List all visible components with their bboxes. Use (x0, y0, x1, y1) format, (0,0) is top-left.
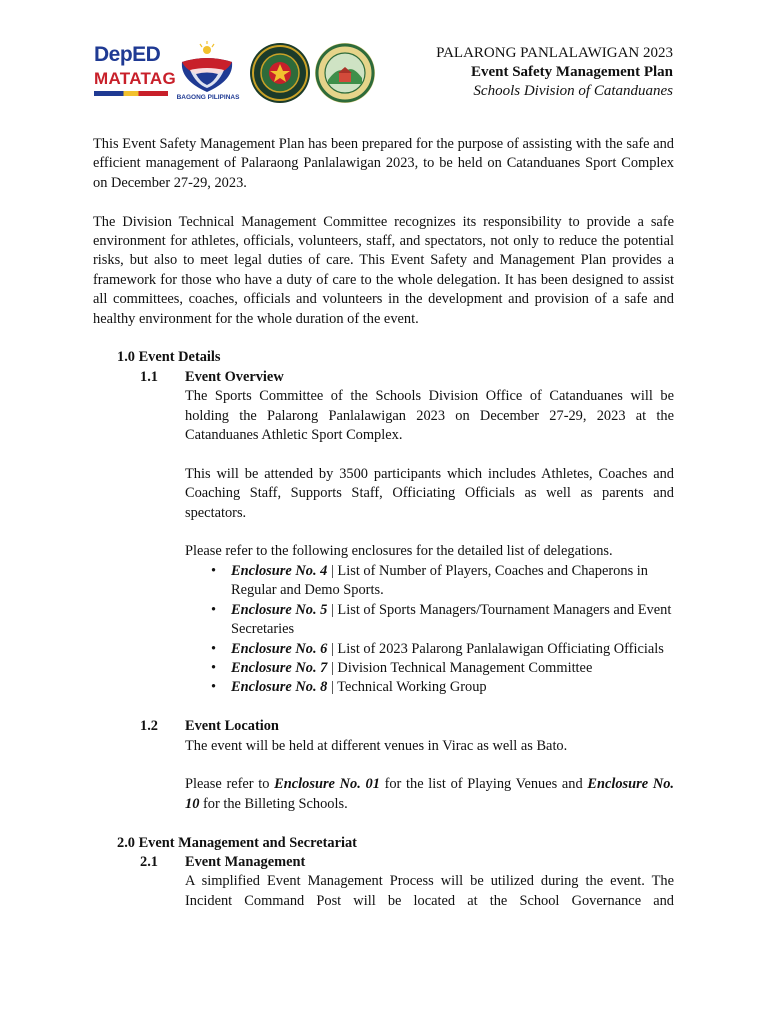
subsection-title: Event Location (185, 718, 279, 735)
section-2-heading: 2.0 Event Management and Secretariat (117, 834, 357, 851)
subsection-2-1-heading (140, 853, 674, 872)
bullet-icon: • (211, 679, 217, 696)
list-item: • Enclosure No. 4 | List of Number of Players, Coaches and Chaperons in Regular and Demo Sports. (211, 562, 648, 599)
bullet-icon: • (211, 659, 217, 676)
deped-matatag-logo (92, 43, 177, 103)
bullet-icon: • (211, 562, 217, 579)
document-header (436, 44, 673, 101)
subsection-number: 2.1 (140, 853, 158, 870)
list-item: • Enclosure No. 7 | Division Technical Management Committee (211, 659, 674, 678)
header-event-name: PALARONG PANLALAWIGAN 2023 (436, 45, 673, 61)
event-location-paragraph-1: The event will be held at different venues in Virac as well as Bato. (185, 737, 568, 754)
bullet-icon: • (211, 601, 217, 618)
division-seal-icon (249, 42, 311, 104)
bullet-icon: • (211, 640, 217, 657)
list-item: • Enclosure No. 8 | Technical Working Group (211, 678, 674, 697)
deped-color-bar (94, 91, 168, 96)
header-logos (92, 40, 422, 106)
bagong-pilipinas-logo-text: BAGONG PILIPINAS (176, 94, 240, 101)
list-item: • Enclosure No. 5 | List of Sports Managers/Tournament Managers and Event Secretaries (211, 601, 672, 638)
division-seal-logo (249, 42, 311, 104)
matatag-logo-text: MATATAG (94, 69, 177, 88)
subsection-title: Event Management (185, 853, 306, 870)
catanduanes-seal-icon (314, 42, 376, 104)
subsection-1-1-heading (140, 368, 674, 387)
bagong-pilipinas-emblem-icon (176, 40, 238, 94)
subsection-number: 1.1 (140, 368, 158, 385)
event-overview-paragraph-2: This will be attended by 3500 participants which includes Athletes, Coaches and Coaching Staff, Supports Staff, Officiating Officials as well as parents and spectators. (185, 465, 674, 521)
event-overview-paragraph-1: The Sports Committee of the Schools Division Office of Catanduanes will be holding the Palarong Panlalawigan 2023 on December 27-29, 2023 at the Catanduanes Athletic Sport Complex. (185, 388, 674, 444)
deped-logo-text: DepED (94, 43, 161, 66)
document-body (93, 135, 674, 911)
event-management-paragraph-1: A simplified Event Management Process will be utilized during the event. The Incident Command Post will be located at the School Governance and (185, 873, 674, 909)
subsection-1-2-heading (140, 717, 674, 736)
subsection-title: Event Overview (185, 368, 284, 385)
event-location-paragraph-2: Please refer to Enclosure No. 01 for the list of Playing Venues and Enclosure No. 10 for the Billeting Schools. (185, 776, 675, 812)
catanduanes-seal-logo (314, 42, 376, 104)
header-plan-title: Event Safety Management Plan (470, 64, 673, 80)
intro-paragraph-1: This Event Safety Management Plan has been prepared for the purpose of assisting with the safe and efficient management of Palaraong Panlalawigan 2023, to be held on Catanduanes Sport Complex on December 27-29, 2023. (93, 136, 674, 191)
subsection-number: 1.2 (140, 718, 158, 735)
bagong-pilipinas-logo (176, 40, 238, 106)
event-overview-paragraph-3: Please refer to the following enclosures for the detailed list of delegations. (185, 543, 613, 560)
enclosure-list (211, 562, 674, 698)
list-item: • Enclosure No. 6 | List of 2023 Palarong Panlalawigan Officiating Officials (211, 640, 674, 659)
header-division-name: Schools Division of Catanduanes (473, 83, 673, 99)
section-1-heading: 1.0 Event Details (117, 349, 221, 366)
intro-paragraph-2: The Division Technical Management Committee recognizes its responsibility to provide a safe environment for athletes, officials, volunteers, staff, and spectators, not only to reduce the potential risks, but also to meet legal duties of care. This Event Safety and Management Plan provides a framework for those who have a duty of care to the whole delegation. It has been designed to assist all committees, coaches, officials and volunteers in the development and provision of a safe and healthy environment for the whole duration of the event. (93, 213, 674, 327)
